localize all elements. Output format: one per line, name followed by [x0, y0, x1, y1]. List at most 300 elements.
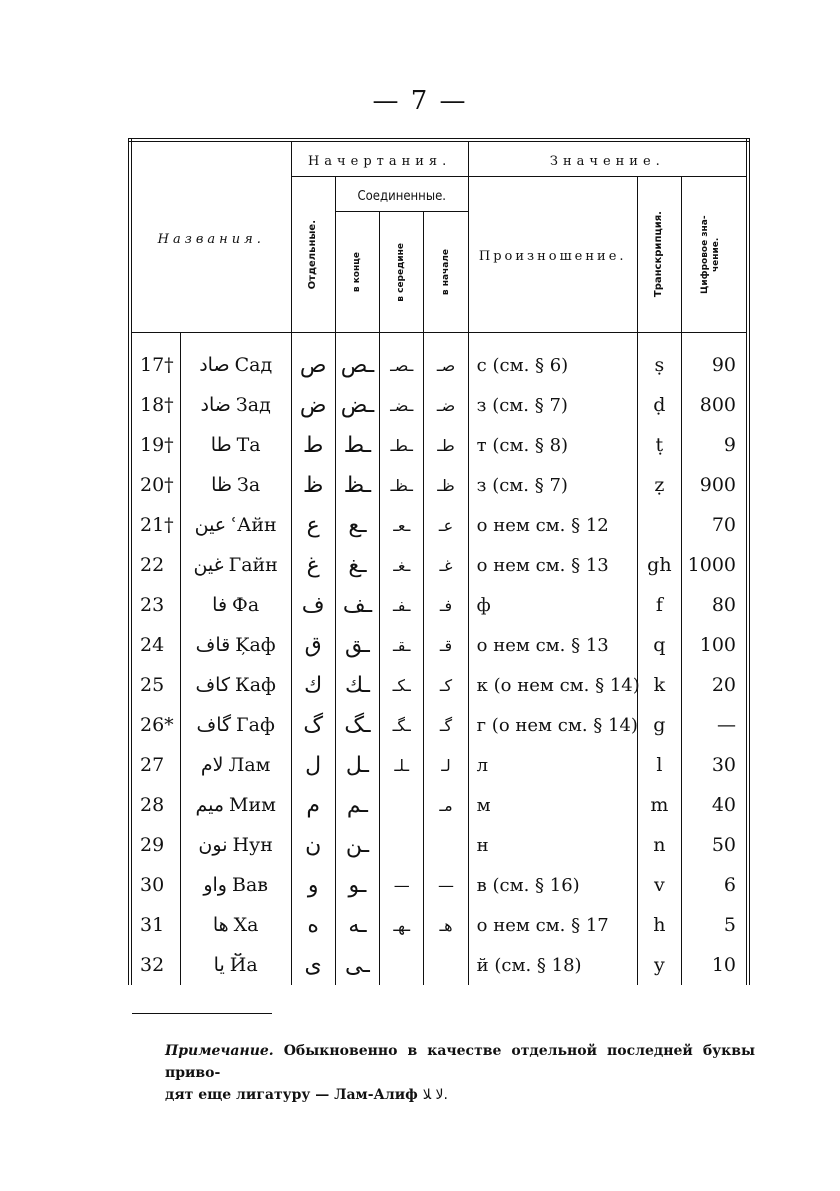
pronunciation-cell [468, 665, 640, 705]
arabic-name: نون [198, 834, 228, 856]
in-middle-header-cell [380, 212, 424, 333]
transcription: ẓ [654, 474, 665, 496]
form-medial-cell [380, 545, 424, 585]
numeric-value: 100 [699, 634, 736, 656]
numeric-value-cell [682, 905, 748, 945]
row-number: 32 [140, 954, 165, 976]
numeric-value: 1000 [687, 554, 736, 576]
form-final: ـص [340, 352, 375, 378]
form-final: ـه [348, 912, 367, 938]
row-number-cell [130, 625, 180, 665]
form-initial: لـ [441, 755, 451, 775]
form-final-cell [335, 905, 379, 945]
row-number-cell [130, 425, 180, 465]
table-row [130, 705, 748, 745]
form-initial-cell [424, 505, 468, 545]
form-initial: غـ [439, 555, 453, 575]
russian-name: Нун [232, 834, 273, 856]
form-isolated-cell [291, 625, 335, 665]
form-final-cell [335, 825, 379, 865]
numeric-value: 5 [723, 914, 736, 936]
numeric-value-cell [682, 505, 748, 545]
numeric-value: 9 [723, 434, 736, 456]
numeric-value-cell [682, 705, 748, 745]
form-medial-cell [380, 785, 424, 825]
form-medial-cell [380, 865, 424, 905]
form-medial-cell [380, 585, 424, 625]
form-isolated: ن [305, 832, 322, 858]
numeric-value-header-cell [682, 177, 748, 333]
form-final-cell [335, 585, 379, 625]
letter-name-cell [180, 905, 291, 945]
letter-name-cell [180, 333, 291, 386]
row-number: 19† [140, 434, 174, 456]
footnote [165, 1040, 755, 1106]
transcription-cell [637, 385, 681, 425]
russian-name: Гайн [228, 554, 278, 576]
form-isolated-cell [291, 425, 335, 465]
form-medial: ـفـ [393, 595, 411, 615]
form-isolated: ك [304, 672, 323, 698]
transcription-cell [637, 625, 681, 665]
table-row [130, 545, 748, 585]
transcription-cell [637, 545, 681, 585]
row-number-cell [130, 665, 180, 705]
numeric-value-cell [682, 825, 748, 865]
form-medial-cell [380, 333, 424, 386]
form-final: ـط [343, 432, 372, 458]
numeric-value: — [717, 714, 736, 736]
arabic-name: گاف [196, 714, 232, 736]
russian-name: Ķаф [235, 634, 276, 656]
transcription-cell [637, 905, 681, 945]
row-number: 27 [140, 754, 165, 776]
form-final-cell [335, 945, 379, 985]
pronunciation-cell [468, 333, 637, 386]
letter-name-cell [180, 705, 291, 745]
form-initial-cell [424, 665, 468, 705]
form-initial-cell [424, 385, 468, 425]
meaning-header: Значение. [549, 153, 665, 169]
row-number-cell [130, 333, 180, 386]
form-initial: صـ [436, 355, 456, 375]
form-initial-cell [424, 825, 468, 865]
at-start-header: в начале [440, 248, 451, 296]
forms-header-cell [291, 140, 468, 177]
letter-name-cell [180, 545, 291, 585]
pronunciation: м [476, 794, 491, 816]
form-final-cell [335, 625, 379, 665]
form-final: ـن [345, 832, 370, 858]
transcription: f [655, 594, 663, 616]
table-row [130, 385, 748, 425]
pronunciation-cell [468, 905, 637, 945]
row-number-cell [130, 385, 180, 425]
form-final-cell [335, 425, 379, 465]
transcription-cell [637, 705, 681, 745]
russian-name: Вав [231, 874, 268, 896]
transcription-cell [637, 825, 681, 865]
form-medial-cell [380, 665, 424, 705]
row-number-cell [130, 785, 180, 825]
arabic-name: عين [194, 514, 227, 536]
transcription: y [654, 954, 665, 976]
at-start-header-cell [424, 212, 468, 333]
form-isolated: ل [305, 752, 322, 778]
pronunciation-cell [468, 825, 637, 865]
transcription-cell [637, 745, 681, 785]
form-final: ـغ [348, 552, 367, 578]
numeric-value-cell [682, 545, 748, 585]
form-medial-cell [380, 465, 424, 505]
form-medial: ـگـ [392, 715, 411, 735]
form-isolated: ى [304, 952, 322, 978]
form-isolated: ط [302, 432, 324, 458]
transcription-cell [637, 333, 681, 386]
arabic-name: ضاد [200, 394, 231, 416]
transcription-cell [637, 665, 681, 705]
pronunciation-cell [468, 465, 637, 505]
form-initial: — [438, 875, 455, 895]
form-initial-cell [424, 545, 468, 585]
numeric-value-cell [682, 785, 748, 825]
table-row [130, 825, 748, 865]
table-row [130, 905, 748, 945]
numeric-value-cell [682, 425, 748, 465]
row-number: 22 [140, 554, 165, 576]
pronunciation-cell [468, 505, 637, 545]
table-row [130, 585, 748, 625]
numeric-value: 50 [711, 834, 736, 856]
row-number-cell [130, 945, 180, 985]
pronunciation-cell [468, 545, 637, 585]
row-number: 21† [140, 514, 174, 536]
form-isolated: ع [306, 512, 320, 538]
form-final-cell [335, 865, 379, 905]
form-final: ـف [342, 592, 373, 618]
letter-name-cell [180, 425, 291, 465]
russian-name: За [237, 474, 261, 496]
pronunciation-cell [468, 945, 637, 985]
form-initial: فـ [439, 595, 453, 615]
form-isolated: ه [307, 912, 319, 938]
form-initial-cell [424, 945, 468, 985]
letter-name-cell [180, 385, 291, 425]
numeric-value-cell [682, 585, 748, 625]
footnote-line-1 [165, 1040, 755, 1084]
transcription-cell [637, 865, 681, 905]
form-initial-cell [424, 785, 468, 825]
table-row [130, 505, 748, 545]
table-row [130, 465, 748, 505]
form-initial-cell [424, 333, 468, 386]
pronunciation: о нем см. § 13 [476, 634, 609, 656]
form-medial: ـغـ [393, 555, 411, 575]
numeric-value: 900 [699, 474, 736, 496]
transcription-header: Транскрипция. [653, 211, 665, 298]
form-medial-cell [380, 945, 424, 985]
arabic-name: طا [210, 434, 232, 456]
form-isolated: ف [301, 592, 325, 618]
form-isolated-cell [291, 825, 335, 865]
form-final-cell [335, 745, 379, 785]
russian-name: Йа [229, 954, 258, 976]
row-number-cell [130, 745, 180, 785]
form-final-cell [335, 665, 379, 705]
pronunciation: о нем см. § 17 [476, 914, 609, 936]
footnote-label: Примечание. [165, 1043, 274, 1059]
letter-name-cell [180, 785, 291, 825]
row-number-cell [130, 905, 180, 945]
form-medial: ـظـ [390, 475, 413, 495]
table-row [130, 425, 748, 465]
numeric-value: 800 [699, 394, 736, 416]
pronunciation: з (см. § 7) [476, 394, 568, 416]
form-medial-cell [380, 385, 424, 425]
transcription: v [654, 874, 665, 896]
forms-header: Начертания. [307, 153, 452, 169]
form-medial-cell [380, 745, 424, 785]
numeric-value: 30 [711, 754, 736, 776]
form-isolated: م [306, 792, 320, 818]
arabic-name: فا [212, 594, 228, 616]
row-number: 25 [140, 674, 165, 696]
form-medial-cell [380, 905, 424, 945]
form-final: ـى [345, 952, 370, 978]
separate-header-cell [291, 177, 335, 333]
pronunciation: л [476, 754, 489, 776]
form-medial-cell [380, 705, 424, 745]
page-number: — 7 — [372, 86, 468, 116]
pronunciation-cell [468, 625, 637, 665]
transcription: h [653, 914, 666, 936]
pronunciation: в (см. § 16) [476, 874, 580, 896]
table-row [130, 665, 748, 705]
letter-name-cell [180, 465, 291, 505]
letter-name-cell [180, 505, 291, 545]
form-final-cell [335, 505, 379, 545]
transcription: gh [647, 554, 672, 576]
pronunciation: к (о нем см. § 14) [476, 674, 640, 696]
form-final: ـق [345, 632, 370, 658]
numeric-value: 80 [711, 594, 736, 616]
form-isolated: گ [303, 712, 324, 738]
form-final: ـض [340, 392, 375, 418]
meaning-header-cell [468, 140, 748, 177]
form-initial: ضـ [436, 395, 456, 415]
russian-name: Фа [232, 594, 260, 616]
table-row [130, 945, 748, 985]
table-row [130, 785, 748, 825]
russian-name: Гаф [236, 714, 275, 736]
arabic-name: لام [200, 754, 224, 776]
form-isolated-cell [291, 745, 335, 785]
pronunciation: с (см. § 6) [476, 354, 569, 376]
pronunciation: о нем см. § 13 [476, 554, 609, 576]
transcription-cell [637, 465, 681, 505]
form-isolated: ض [299, 392, 327, 418]
form-final: ـگ [344, 712, 371, 738]
form-initial: كـ [439, 675, 453, 695]
form-isolated-cell [291, 465, 335, 505]
footnote-rule [132, 1013, 272, 1014]
transcription-cell [637, 785, 681, 825]
form-final-cell [335, 333, 379, 386]
numeric-value-cell [682, 865, 748, 905]
russian-name: Каф [234, 674, 276, 696]
at-end-header: в конце [352, 251, 363, 293]
row-number: 18† [140, 394, 174, 416]
row-number: 17† [140, 354, 174, 376]
row-number-cell [130, 545, 180, 585]
numeric-value-cell [682, 465, 748, 505]
form-initial-cell [424, 865, 468, 905]
form-isolated-cell [291, 333, 335, 386]
transcription-header-cell [637, 177, 681, 333]
arabic-name: ها [212, 914, 229, 936]
form-initial: قـ [439, 635, 453, 655]
form-final-cell [335, 465, 379, 505]
form-isolated: ص [299, 352, 327, 378]
numeric-value-cell [682, 745, 748, 785]
arabic-name: يا [213, 954, 225, 976]
letter-name-cell [180, 745, 291, 785]
transcription: l [656, 754, 663, 776]
alphabet-table [128, 138, 750, 985]
pronunciation: о нем см. § 12 [476, 514, 609, 536]
arabic-name: غين [193, 554, 224, 576]
russian-name: Сад [234, 354, 273, 376]
in-middle-header: в середине [396, 242, 407, 302]
form-final-cell [335, 785, 379, 825]
numeric-value: 10 [711, 954, 736, 976]
numeric-value: 70 [711, 514, 736, 536]
form-initial-cell [424, 465, 468, 505]
pronunciation: г (о нем см. § 14) [476, 714, 638, 736]
form-isolated: ظ [302, 472, 324, 498]
pronunciation-header-cell [468, 177, 637, 333]
form-initial-cell [424, 745, 468, 785]
arabic-name: كاف [195, 674, 230, 696]
form-isolated: و [307, 872, 319, 898]
numeric-value: 40 [711, 794, 736, 816]
form-medial: ـكـ [392, 675, 411, 695]
row-number: 28 [140, 794, 165, 816]
letter-name-cell [180, 665, 291, 705]
transcription-cell [637, 505, 681, 545]
russian-name: Мим [229, 794, 276, 816]
numeric-value: 6 [723, 874, 736, 896]
russian-name: Зад [235, 394, 271, 416]
footnote-text-1: Обыкновенно в качестве отдельной последней буквы приво- [165, 1043, 755, 1081]
pronunciation-header: Произношение. [478, 249, 627, 264]
form-initial-cell [424, 625, 468, 665]
transcription: n [653, 834, 666, 856]
transcription: g [653, 714, 666, 736]
form-initial-cell [424, 705, 468, 745]
transcription: ṭ [655, 434, 664, 456]
letter-name-cell [180, 865, 291, 905]
table-row [130, 333, 748, 386]
form-isolated-cell [291, 785, 335, 825]
form-initial: طـ [437, 435, 455, 455]
russian-name: Ха [233, 914, 259, 936]
row-number-cell [130, 825, 180, 865]
form-medial-cell [380, 825, 424, 865]
numeric-value-cell [682, 945, 748, 985]
form-initial: عـ [438, 515, 454, 535]
form-isolated-cell [291, 945, 335, 985]
row-number: 23 [140, 594, 165, 616]
numeric-value-cell [682, 625, 748, 665]
transcription: m [650, 794, 669, 816]
transcription: ṣ [654, 354, 665, 376]
connected-header-cell [335, 177, 468, 212]
letter-name-cell [180, 625, 291, 665]
form-final: ـع [348, 512, 367, 538]
form-final: ـل [345, 752, 369, 778]
form-medial: — [393, 875, 410, 895]
numeric-value-cell [682, 385, 748, 425]
form-initial-cell [424, 585, 468, 625]
arabic-name: صاد [199, 354, 230, 376]
form-medial: ـضـ [390, 395, 414, 415]
form-isolated-cell [291, 705, 335, 745]
form-initial: مـ [439, 795, 453, 815]
russian-name: ʿАйн [231, 514, 277, 536]
row-number-cell [130, 505, 180, 545]
at-end-header-cell [335, 212, 379, 333]
connected-header: Соединенные. [357, 188, 446, 204]
numeric-value-cell [682, 333, 748, 386]
numeric-value-header: Цифровое зна-чение. [700, 215, 721, 294]
form-medial: ـلـ [394, 755, 410, 775]
row-number: 24 [140, 634, 165, 656]
form-final: ـو [348, 872, 367, 898]
pronunciation-cell [468, 585, 637, 625]
form-final-cell [335, 385, 379, 425]
letter-name-cell [180, 945, 291, 985]
form-initial-cell [424, 905, 468, 945]
numeric-value: 90 [711, 354, 736, 376]
form-medial: ـطـ [390, 435, 413, 455]
row-number-cell [130, 465, 180, 505]
pronunciation-cell [468, 425, 637, 465]
arabic-name: ميم [195, 794, 224, 816]
table-row [130, 625, 748, 665]
form-initial: گـ [439, 715, 453, 735]
pronunciation: з (см. § 7) [476, 474, 568, 496]
form-isolated-cell [291, 505, 335, 545]
russian-name: Та [236, 434, 261, 456]
form-isolated-cell [291, 865, 335, 905]
row-number: 30 [140, 874, 165, 896]
form-isolated: غ [306, 552, 320, 578]
form-medial-cell [380, 425, 424, 465]
pronunciation: т (см. § 8) [476, 434, 569, 456]
row-number-cell [130, 705, 180, 745]
row-number-cell [130, 865, 180, 905]
form-initial: ظـ [437, 475, 455, 495]
letter-name-cell [180, 585, 291, 625]
transcription-cell [637, 585, 681, 625]
form-medial: ـعـ [393, 515, 411, 535]
transcription: ḍ [653, 394, 666, 416]
names-header: Названия. [157, 231, 265, 247]
pronunciation-cell [468, 785, 637, 825]
russian-name: Лам [228, 754, 271, 776]
separate-header: Отдельные. [307, 219, 319, 290]
